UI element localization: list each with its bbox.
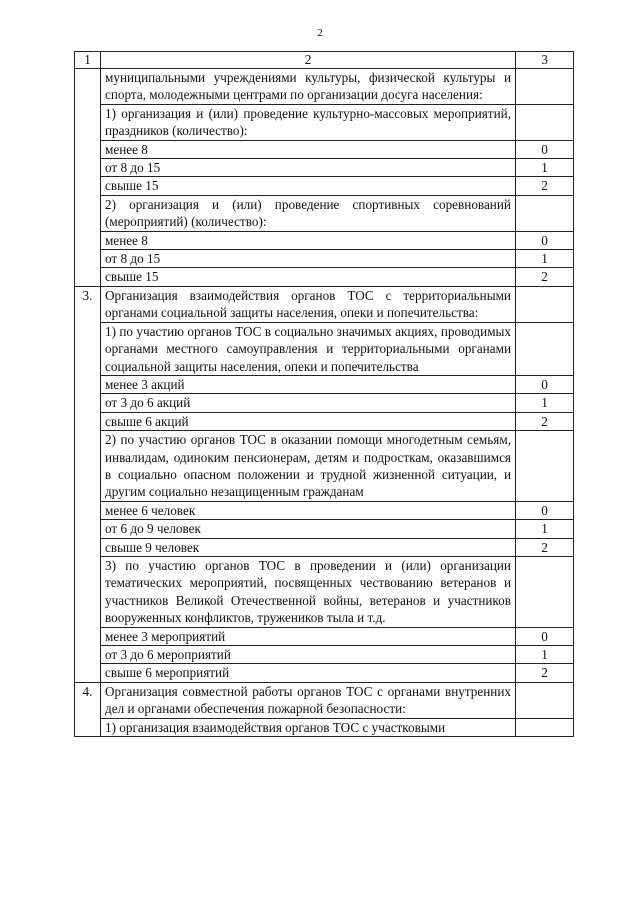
criterion-text: от 8 до 15 [101,250,516,268]
table-row [75,159,574,177]
header-col-1: 1 [75,52,101,69]
table-row [75,286,574,322]
score-cell: 0 [516,375,574,393]
item-number: 4. [75,682,101,736]
criterion-text: свыше 15 [101,268,516,286]
table-header-row [75,52,574,69]
criterion-text: от 6 до 9 человек [101,520,516,538]
score-cell [516,69,574,105]
score-cell [516,556,574,627]
score-cell: 1 [516,520,574,538]
score-cell: 2 [516,268,574,286]
table-row [75,177,574,195]
table-row [75,682,574,718]
table-row [75,431,574,502]
score-cell [516,322,574,375]
score-cell [516,682,574,718]
score-cell [516,718,574,736]
table-row [75,664,574,682]
criterion-text: менее 6 человек [101,501,516,519]
score-cell: 1 [516,250,574,268]
score-cell: 1 [516,159,574,177]
criterion-text: менее 3 акций [101,375,516,393]
score-cell [516,286,574,322]
header-col-3: 3 [516,52,574,69]
table-row [75,140,574,158]
table-row [75,556,574,627]
criterion-text: менее 8 [101,140,516,158]
table-row [75,322,574,375]
criterion-text: 1) организация взаимодействия органов ТОС с участковыми [101,718,516,736]
criterion-text: муниципальными учреждениями культуры, физической культуры и спорта, молодежными центрами по организации досуга населения: [101,69,516,105]
criterion-text: от 3 до 6 мероприятий [101,646,516,664]
criterion-text: от 3 до 6 акций [101,394,516,412]
page-number: 2 [317,27,323,39]
criterion-text: свыше 15 [101,177,516,195]
criterion-text: 2) организация и (или) проведение спортивных соревнований (мероприятий) (количество): [101,195,516,231]
table-row [75,501,574,519]
table-row [75,627,574,645]
criterion-text: 1) по участию органов ТОС в социально значимых акциях, проводимых органами местного самоуправления и территориальными органами социальной защиты населения, опеки и попечительства [101,322,516,375]
table-row [75,412,574,430]
criterion-text: 2) по участию органов ТОС в оказании помощи многодетным семьям, инвалидам, одиноким пенсионерам, детям и подросткам, оказавшимся в социально опасном положении и трудной жизненной ситуации, и другим социально незащищенным гражданам [101,431,516,502]
score-cell: 2 [516,412,574,430]
criterion-text: 3) по участию органов ТОС в проведении и (или) организации тематических мероприятий, посвященных чествованию ветеранов и участников Великой Отечественной войны, ветеранов и участников вооруженных конфликтов, тружеников тыла и т.д. [101,556,516,627]
criterion-text: свыше 6 мероприятий [101,664,516,682]
criterion-text: свыше 6 акций [101,412,516,430]
score-cell: 2 [516,177,574,195]
criterion-text: Организация взаимодействия органов ТОС с территориальными органами социальной защиты населения, опеки и попечительства: [101,286,516,322]
score-cell: 2 [516,664,574,682]
score-cell [516,431,574,502]
score-cell: 0 [516,231,574,249]
score-cell [516,104,574,140]
table-row [75,375,574,393]
score-cell: 0 [516,140,574,158]
criterion-text: от 8 до 15 [101,159,516,177]
table-row [75,104,574,140]
table-row [75,646,574,664]
table-row [75,195,574,231]
table-row [75,538,574,556]
criterion-text: 1) организация и (или) проведение культурно-массовых мероприятий, праздников (количество): [101,104,516,140]
table-row [75,268,574,286]
item-number: 3. [75,286,101,682]
criterion-text: Организация совместной работы органов ТОС с органами внутренних дел и органами обеспечения пожарной безопасности: [101,682,516,718]
table-row [75,69,574,105]
table-row [75,394,574,412]
table-row [75,718,574,736]
score-cell: 1 [516,394,574,412]
criterion-text: менее 3 мероприятий [101,627,516,645]
score-cell [516,195,574,231]
table-row [75,520,574,538]
score-cell: 0 [516,627,574,645]
criterion-text: менее 8 [101,231,516,249]
table-row [75,250,574,268]
score-cell: 0 [516,501,574,519]
header-col-2: 2 [101,52,516,69]
criterion-text: свыше 9 человек [101,538,516,556]
score-cell: 2 [516,538,574,556]
criteria-table [74,51,574,737]
item-number [75,69,101,287]
score-cell: 1 [516,646,574,664]
table-row [75,231,574,249]
